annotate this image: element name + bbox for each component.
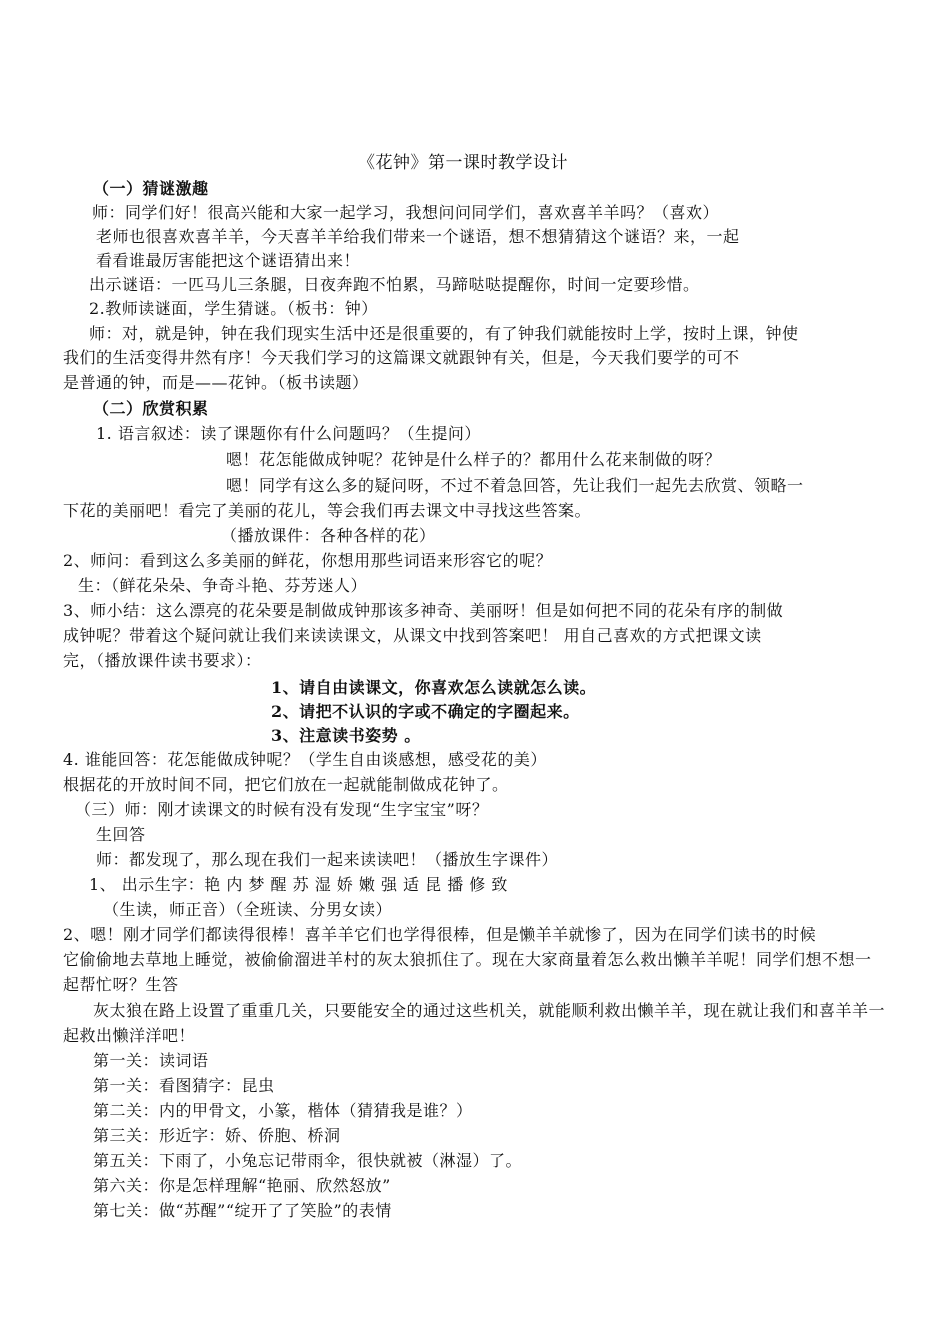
level-item: 第一关：看图猜字：昆虫 — [93, 1076, 275, 1095]
paragraph-line: 生：（鲜花朵朵、争奇斗艳、芬芳迷人） — [78, 576, 368, 595]
paragraph-line: 3、师小结：这么漂亮的花朵要是制做成钟那该多神奇、美丽呀！但是如何把不同的花朵有序的制做 — [63, 601, 784, 620]
level-item: 第二关：内的甲骨文，小篆，楷体（猜猜我是谁？） — [93, 1101, 473, 1120]
paragraph-line: 生回答 — [96, 825, 146, 844]
paragraph-line: 是普通的钟，而是——花钟。（板书读题） — [63, 373, 369, 392]
level-item: 第五关：下雨了，小兔忘记带雨伞，很快就被（淋湿）了。 — [93, 1151, 523, 1170]
reading-requirement: 2、请把不认识的字或不确定的字圈起来。 — [271, 702, 580, 721]
paragraph-line: 嗯！同学有这么多的疑问呀，不过不着急回答，先让我们一起先去欣赏、领略一 — [226, 476, 804, 495]
paragraph-line: 看看谁最厉害能把这个谜语猜出来！ — [96, 251, 361, 270]
paragraph-line: 2.教师读谜面，学生猜谜。（板书：钟） — [89, 299, 378, 318]
paragraph-line: 起救出懒洋洋吧！ — [63, 1026, 196, 1045]
paragraph-line: 下花的美丽吧！看完了美丽的花儿，等会我们再去课文中寻找这些答案。 — [63, 501, 592, 520]
paragraph-line: 灰太狼在路上设置了重重几关，只要能安全的通过这些机关，就能顺利救出懒羊羊，现在就让我们和喜羊羊一 — [93, 1001, 886, 1020]
level-item: 第七关：做“苏醒”“绽开了了笑脸”的表情 — [93, 1201, 392, 1220]
paragraph-line: 1、 出示生字：艳 内 梦 醒 苏 湿 娇 嫩 强 适 昆 播 修 致 — [89, 875, 508, 894]
paragraph-line: 起帮忙呀？生答 — [63, 975, 179, 994]
level-item: 第六关：你是怎样理解“艳丽、欣然怒放” — [93, 1176, 391, 1195]
paragraph-line: （播放课件：各种各样的花） — [221, 526, 436, 545]
paragraph-line: 2、嗯！刚才同学们都读得很棒！喜羊羊它们也学得很棒，但是懒羊羊就惨了，因为在同学们读书的时候 — [63, 925, 817, 944]
level-item: 第一关：读词语 — [93, 1051, 209, 1070]
paragraph-line: 成钟呢？带着这个疑问就让我们来读读课文，从课文中找到答案吧！ 用自己喜欢的方式把课文读 — [63, 626, 762, 645]
reading-requirement: 3、注意读书姿势 。 — [271, 726, 421, 745]
paragraph-line: 师：都发现了，那么现在我们一起来读读吧！（播放生字课件） — [96, 850, 559, 869]
reading-requirement: 1、请自由读课文，你喜欢怎么读就怎么读。 — [271, 678, 597, 697]
section-heading: （一）猜谜激趣 — [93, 179, 209, 198]
paragraph-line: 4. 谁能回答：花怎能做成钟呢？（学生自由谈感想，感受花的美） — [63, 750, 547, 769]
paragraph-line: 嗯！花怎能做成钟呢？花钟是什么样子的？都用什么花来制做的呀？ — [226, 450, 722, 469]
section-heading: （二）欣赏积累 — [93, 399, 209, 418]
level-item: 第三关：形近字：娇、侨胞、桥洞 — [93, 1126, 341, 1145]
paragraph-line: 完，（播放课件读书要求）： — [63, 651, 262, 670]
paragraph-line: 它偷偷地去草地上睡觉，被偷偷溜进羊村的灰太狼抓住了。现在大家商量着怎么救出懒羊羊呢！同学们想不想一 — [63, 950, 872, 969]
paragraph-line: （生读，师正音）（全班读、分男女读） — [103, 900, 393, 919]
paragraph-line: （三）师：刚才读课文的时候有没有发现“生字宝宝”呀？ — [75, 800, 489, 819]
paragraph-line: 2、师问：看到这么多美丽的鲜花，你想用那些词语来形容它的呢？ — [63, 551, 553, 570]
paragraph-line: 我们的生活变得井然有序！今天我们学习的这篇课文就跟钟有关，但是，今天我们要学的可不 — [63, 348, 740, 367]
document-title: 《花钟》第一课时教学设计 — [358, 153, 568, 173]
paragraph-line: 老师也很喜欢喜羊羊，今天喜羊羊给我们带来一个谜语，想不想猜猜这个谜语？来，一起 — [96, 227, 740, 246]
paragraph-line: 师：对，就是钟，钟在我们现实生活中还是很重要的，有了钟我们就能按时上学，按时上课，钟使 — [89, 324, 799, 343]
paragraph-line: 根据花的开放时间不同，把它们放在一起就能制做成花钟了。 — [63, 775, 509, 794]
paragraph-line: 出示谜语：一匹马儿三条腿，日夜奔跑不怕累，马蹄哒哒提醒你，时间一定要珍惜。 — [89, 275, 700, 294]
paragraph-line: 1. 语言叙述：读了课题你有什么问题吗？（生提问） — [96, 424, 481, 443]
paragraph-line: 师：同学们好！很高兴能和大家一起学习，我想问问同学们，喜欢喜羊羊吗？（喜欢） — [92, 203, 720, 222]
